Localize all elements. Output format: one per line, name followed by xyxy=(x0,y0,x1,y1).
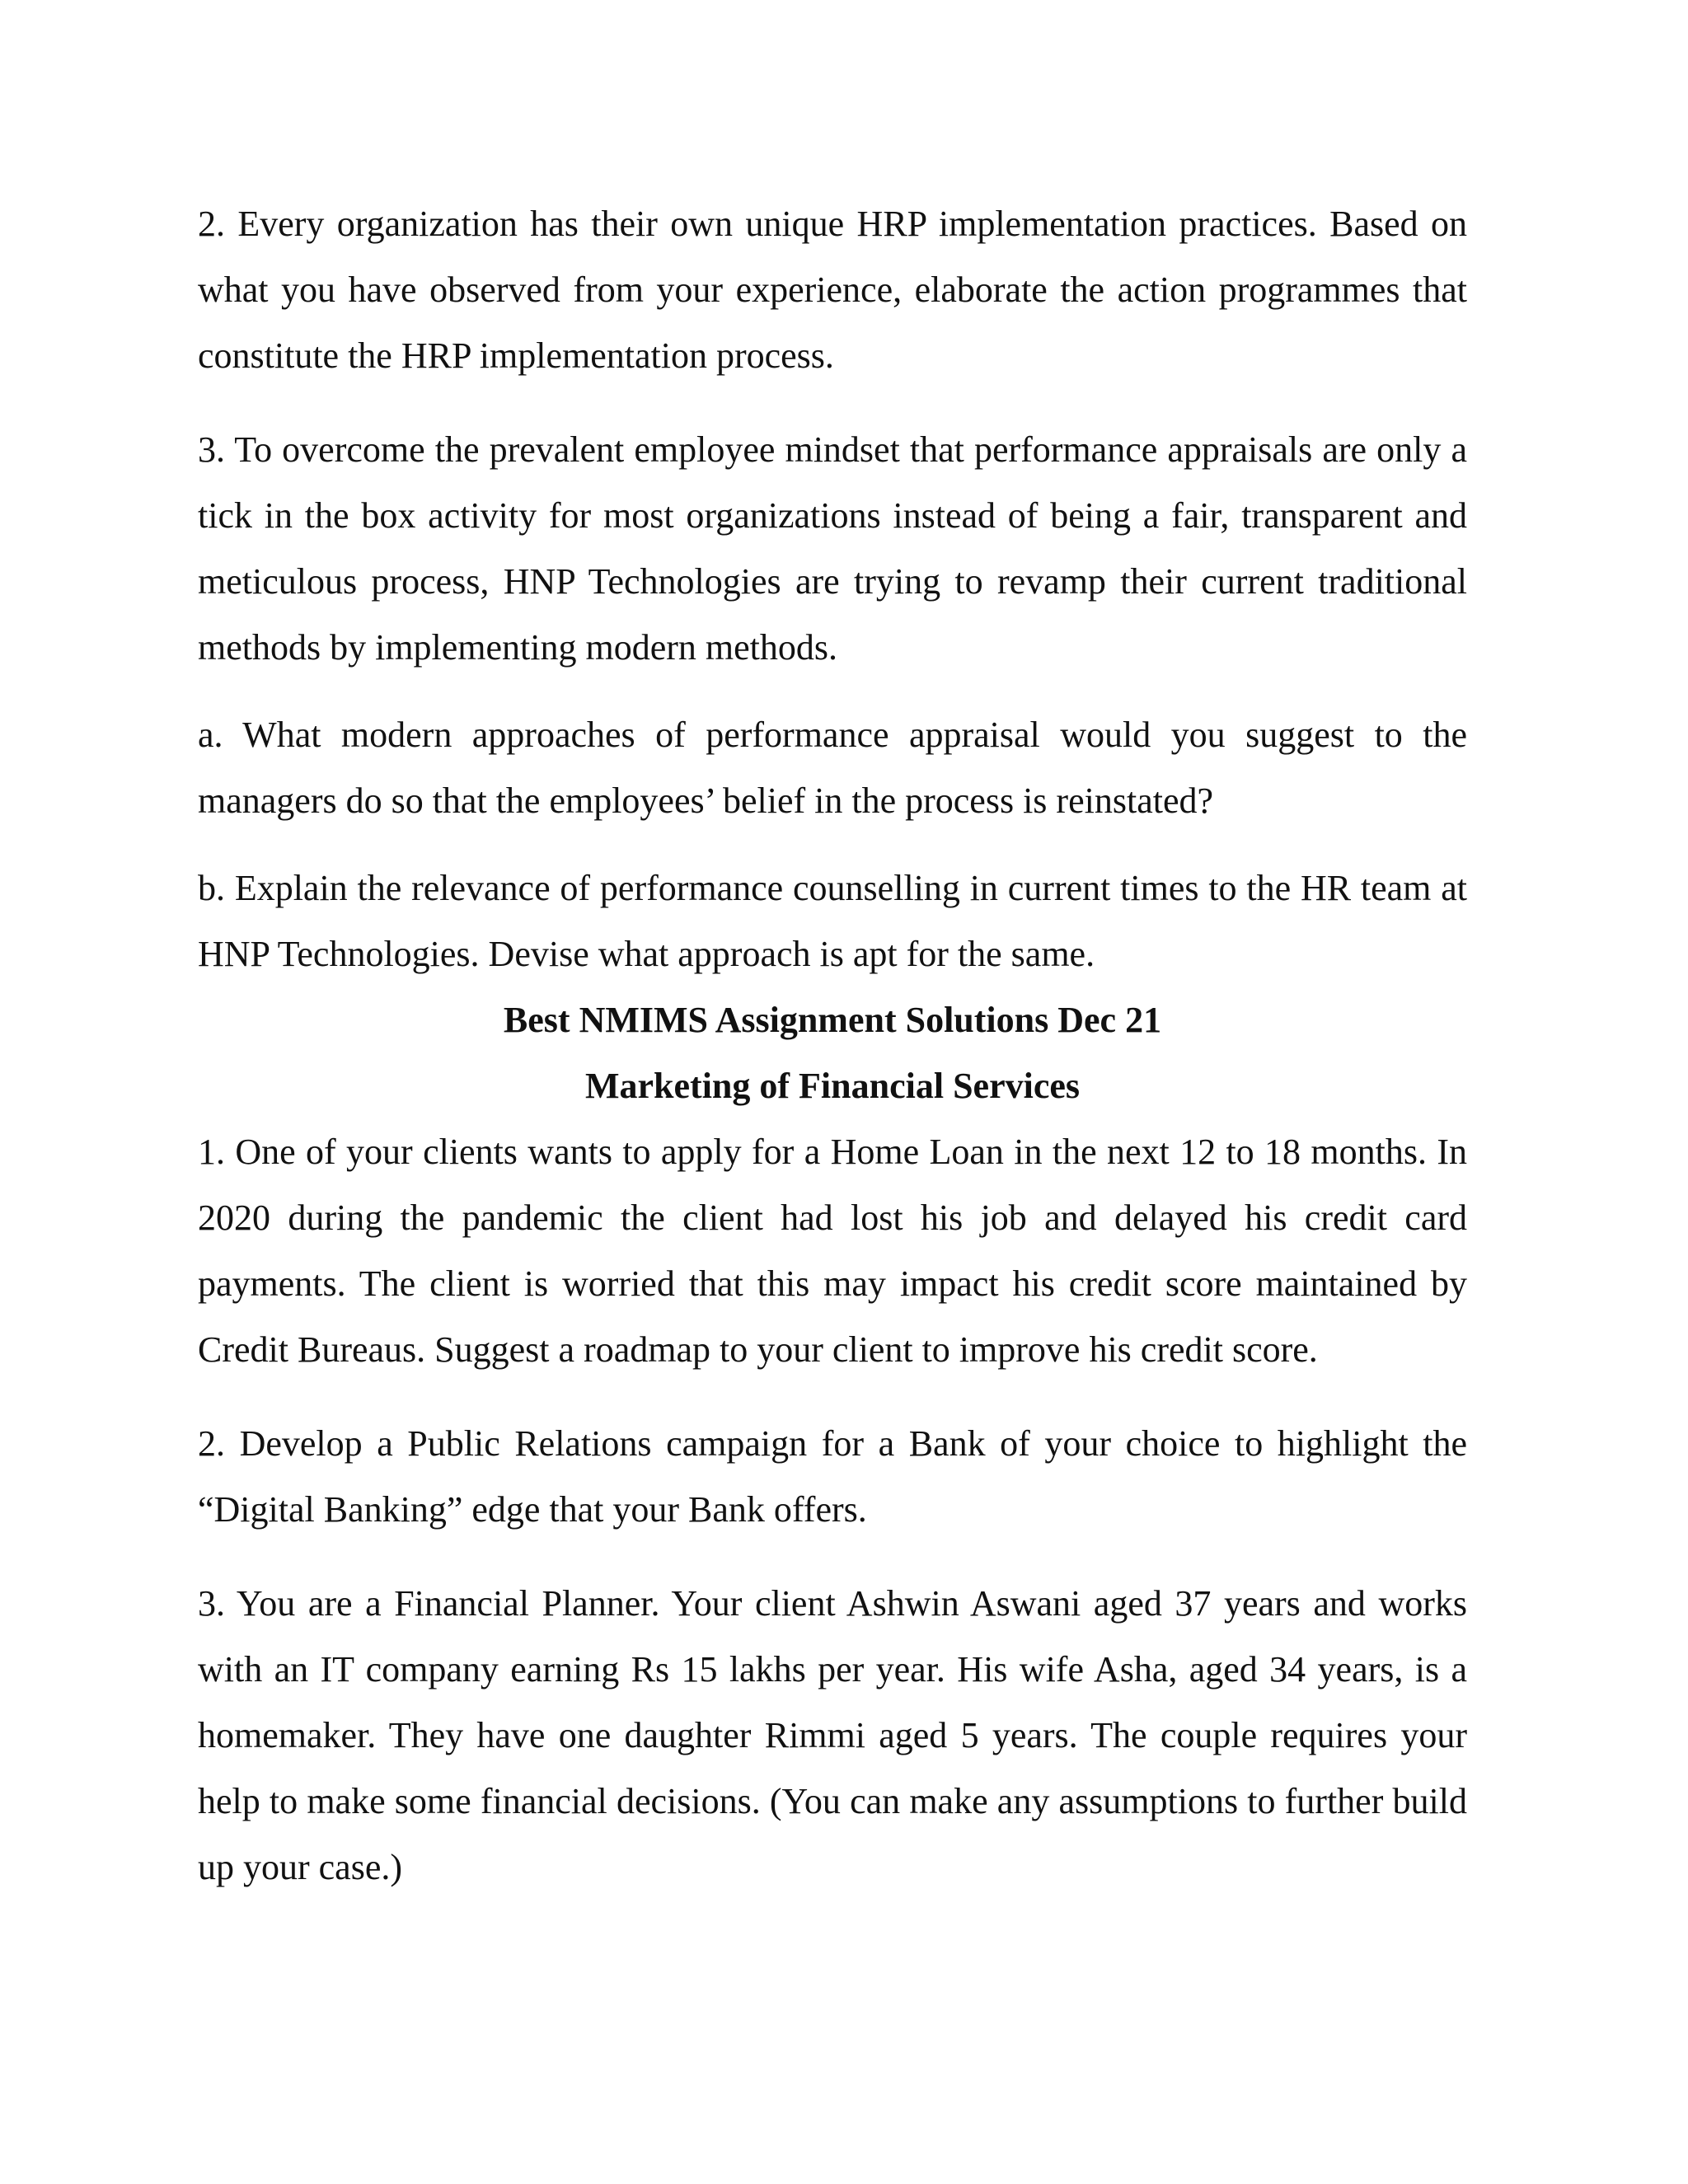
paragraph-question-b: b. Explain the relevance of performance counselling in current times to the HR team at HNP Technologies. Devise what approach is apt for the same. xyxy=(198,868,1467,974)
paragraph-pr-campaign-question: 2. Develop a Public Relations campaign for a Bank of your choice to highlight the “Digital Banking” edge that your Bank offers. xyxy=(198,1423,1467,1530)
paragraph-question-a: a. What modern approaches of performance appraisal would you suggest to the managers do so that the employees’ belief in the process is reinstated? xyxy=(198,715,1467,821)
paragraph-home-loan-question: 1. One of your clients wants to apply for a Home Loan in the next 12 to 18 months. In 2020 during the pandemic the client had lost his job and delayed his credit card payments. The client is worried that this may impact his credit score maintained by Credit Bureaus. Suggest a roadmap to your client to improve his credit score. xyxy=(198,1132,1467,1370)
document-page xyxy=(198,191,1467,1900)
paragraph-performance-appraisal: 3. To overcome the prevalent employee mindset that performance appraisals are only a tick in the box activity for most organizations instead of being a fair, transparent and meticulous process, HNP Technologies are trying to revamp their current traditional methods by implementing modern methods. xyxy=(198,429,1467,668)
paragraph-financial-planner-question: 3. You are a Financial Planner. Your client Ashwin Aswani aged 37 years and works with an IT company earning Rs 15 lakhs per year. His wife Asha, aged 34 years, is a homemaker. They have one daughter Rimmi aged 5 years. The couple requires your help to make some financial decisions. (You can make any assumptions to further build up your case.) xyxy=(198,1583,1467,1887)
paragraph-hrp-question: 2. Every organization has their own unique HRP implementation practices. Based on what you have observed from your experience, elaborate the action programmes that constitute the HRP implementation process. xyxy=(198,204,1467,376)
heading-marketing-financial-services: Marketing of Financial Services xyxy=(584,1066,1080,1106)
heading-best-nmims: Best NMIMS Assignment Solutions Dec 21 xyxy=(503,1000,1162,1040)
